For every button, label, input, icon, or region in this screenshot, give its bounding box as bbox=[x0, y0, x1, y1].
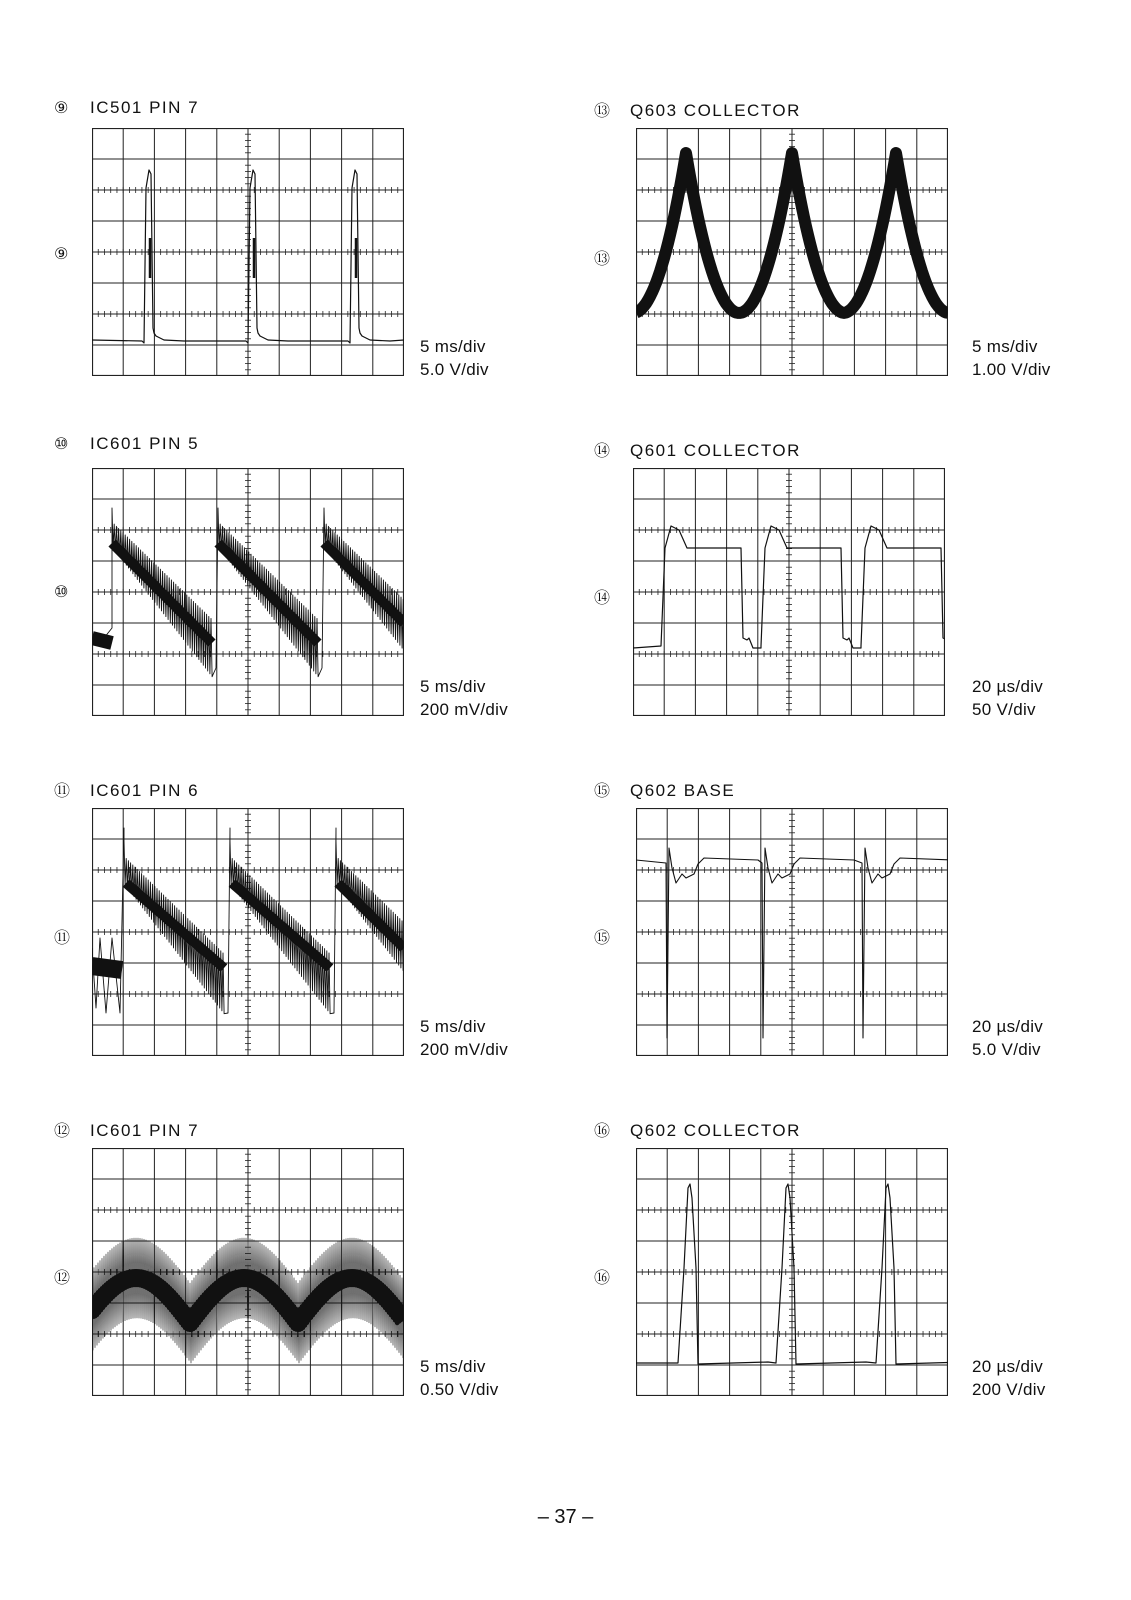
scope-settings bbox=[420, 1355, 499, 1401]
panel-title bbox=[54, 778, 199, 801]
oscilloscope-grid bbox=[636, 128, 948, 376]
panel-number: ⑪ bbox=[54, 783, 72, 800]
graticule bbox=[636, 1148, 948, 1396]
volts-per-div: 200 mV/div bbox=[420, 1040, 509, 1059]
channel-marker: ⑭ bbox=[594, 590, 611, 607]
graticule bbox=[92, 808, 404, 1056]
volts-per-div: 5.0 V/div bbox=[972, 1040, 1041, 1059]
waveform-panel-10 bbox=[54, 434, 574, 764]
panel-number: ⑯ bbox=[594, 1123, 612, 1140]
scope-settings bbox=[420, 675, 508, 721]
panel-number: ⑨ bbox=[54, 100, 70, 117]
time-per-div: 5 ms/div bbox=[420, 1017, 486, 1036]
panel-label: IC501 PIN 7 bbox=[90, 98, 200, 117]
page-number: – 37 – bbox=[537, 1506, 594, 1528]
time-per-div: 5 ms/div bbox=[420, 337, 486, 356]
waveform-panel-13 bbox=[594, 98, 1114, 428]
panel-number: ⑬ bbox=[594, 103, 612, 120]
panel-label: IC601 PIN 6 bbox=[90, 781, 200, 800]
panel-label: Q603 COLLECTOR bbox=[630, 101, 801, 120]
waveform-panel-15 bbox=[594, 778, 1114, 1108]
oscilloscope-grid bbox=[636, 808, 948, 1056]
channel-marker: ⑮ bbox=[594, 930, 611, 947]
oscilloscope-grid bbox=[92, 1148, 404, 1396]
scope-settings bbox=[420, 1015, 508, 1061]
channel-marker: ⑨ bbox=[54, 246, 69, 263]
time-per-div: 20 µs/div bbox=[972, 1357, 1044, 1376]
oscilloscope-grid bbox=[92, 808, 404, 1056]
waveform-panel-16 bbox=[594, 1118, 1114, 1448]
scope-settings bbox=[972, 675, 1043, 721]
scope-settings bbox=[972, 335, 1051, 381]
panel-label: IC601 PIN 7 bbox=[90, 1121, 200, 1140]
graticule bbox=[636, 808, 948, 1056]
panel-title bbox=[54, 1118, 199, 1141]
volts-per-div: 200 V/div bbox=[972, 1380, 1046, 1399]
panel-title bbox=[594, 778, 735, 801]
panel-title bbox=[594, 438, 801, 461]
volts-per-div: 5.0 V/div bbox=[420, 360, 489, 379]
panel-number: ⑭ bbox=[594, 443, 612, 460]
volts-per-div: 1.00 V/div bbox=[972, 360, 1051, 379]
panel-label: Q602 COLLECTOR bbox=[630, 1121, 801, 1140]
scope-settings bbox=[972, 1355, 1046, 1401]
waveform-envelope bbox=[92, 638, 112, 643]
oscilloscope-grid bbox=[92, 128, 404, 376]
time-per-div: 5 ms/div bbox=[420, 677, 486, 696]
channel-marker: ⑪ bbox=[54, 930, 71, 947]
panel-title bbox=[54, 98, 199, 118]
time-per-div: 20 µs/div bbox=[972, 677, 1044, 696]
panel-label: Q602 BASE bbox=[630, 781, 736, 800]
panel-number: ⑫ bbox=[54, 1123, 72, 1140]
time-per-div: 20 µs/div bbox=[972, 1017, 1044, 1036]
volts-per-div: 200 mV/div bbox=[420, 700, 509, 719]
panel-label: Q601 COLLECTOR bbox=[630, 441, 801, 460]
panel-title bbox=[54, 434, 199, 454]
graticule bbox=[633, 468, 945, 716]
volts-per-div: 50 V/div bbox=[972, 700, 1036, 719]
channel-marker: ⑬ bbox=[594, 251, 611, 268]
channel-marker: ⑯ bbox=[594, 1270, 611, 1287]
time-per-div: 5 ms/div bbox=[420, 1357, 486, 1376]
waveform-panel-14 bbox=[594, 438, 1114, 768]
channel-marker: ⑫ bbox=[54, 1270, 71, 1287]
waveform-envelope bbox=[92, 966, 122, 970]
oscilloscope-grid bbox=[636, 1148, 948, 1396]
volts-per-div: 0.50 V/div bbox=[420, 1380, 499, 1399]
oscilloscope-grid bbox=[92, 468, 404, 716]
scope-settings bbox=[420, 335, 489, 381]
graticule bbox=[92, 468, 404, 716]
panel-number: ⑮ bbox=[594, 783, 612, 800]
time-per-div: 5 ms/div bbox=[972, 337, 1038, 356]
waveform-panel-11 bbox=[54, 778, 574, 1108]
panel-title bbox=[594, 98, 801, 121]
waveform-panel-12 bbox=[54, 1118, 574, 1448]
panel-label: IC601 PIN 5 bbox=[90, 434, 200, 453]
waveform-panel-9 bbox=[54, 98, 574, 428]
scope-settings bbox=[972, 1015, 1043, 1061]
panel-number: ⑩ bbox=[54, 436, 70, 453]
panel-title bbox=[594, 1118, 801, 1141]
channel-marker: ⑩ bbox=[54, 584, 69, 601]
oscilloscope-grid bbox=[633, 468, 945, 716]
